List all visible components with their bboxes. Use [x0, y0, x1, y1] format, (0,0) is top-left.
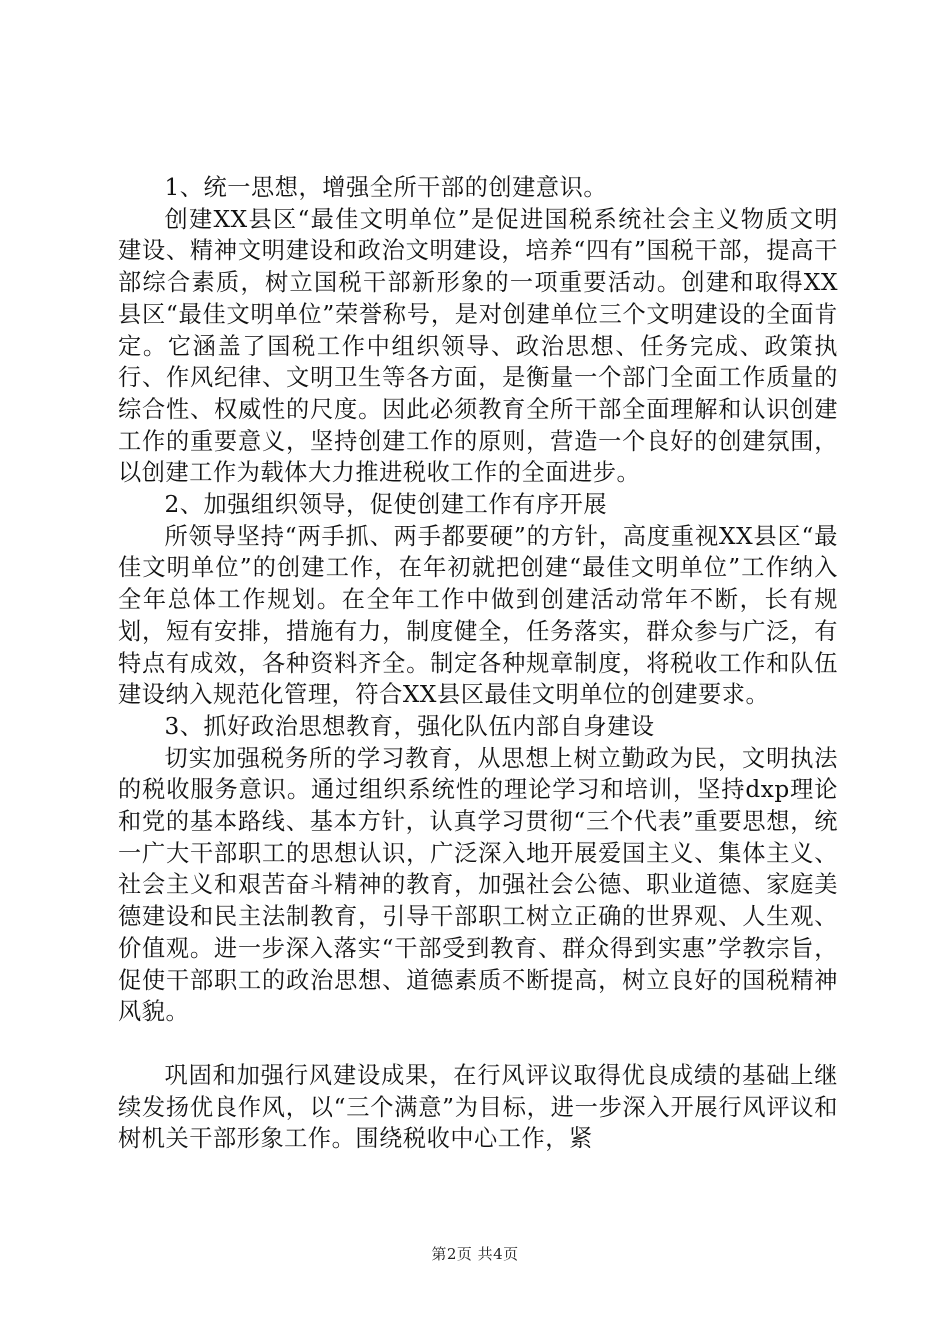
body-paragraph-3: 切实加强税务所的学习教育，从思想上树立勤政为民，文明执法的税收服务意识。通过组织系统性的理论学习和培训，坚持dxp理论和党的基本路线、基本方针，认真学习贯彻“三个代表”重要思想，统一广大干部职工的思想认识，广泛深入地开展爱国主义、集体主义、社会主义和艰苦奋斗精神的教育，加强社会公德、职业道德、家庭美德建设和民主法制教育，引导干部职工树立正确的世界观、人生观、价值观。进一步深入落实“干部受到教育、群众得到实惠”学教宗旨，促使干部职工的政治思想、道德素质不断提高，树立良好的国税精神风貌。 [118, 744, 838, 1026]
section-heading-2: 2、加强组织领导，促使创建工作有序开展 [164, 491, 608, 519]
body-paragraph-2: 所领导坚持“两手抓、两手都要硬”的方针，高度重视XX县区“最佳文明单位”的创建工作，在年初就把创建“最佳文明单位”工作纳入全年总体工作规划。在全年工作中做到创建活动常年不断，长有规划，短有安排，措施有力，制度健全，任务落实，群众参与广泛，有特点有成效，各种资料齐全。制定各种规章制度，将税收工作和队伍建设纳入规范化管理，符合XX县区最佳文明单位的创建要求。 [118, 522, 838, 709]
section-heading-1: 1、统一思想，增强全所干部的创建意识。 [164, 174, 608, 201]
body-paragraph-1: 创建XX县区“最佳文明单位”是促进国税系统社会主义物质文明建设、精神文明建设和政治文明建设，培养“四有”国税干部，提高干部综合素质，树立国税干部新形象的一项重要活动。创建和取得XX县区“最佳文明单位”荣誉称号，是对创建单位三个文明建设的全面肯定。它涵盖了国税工作中组织领导、政治思想、任务完成、政策执行、作风纪律、文明卫生等各方面，是衡量一个部门全面工作质量的综合性、权威性的尺度。因此必须教育全所干部全面理解和认识创建工作的重要意义，坚持创建工作的原则，营造一个良好的创建氛围，以创建工作为载体大力推进税收工作的全面进步。 [118, 205, 838, 487]
body-paragraph-4: 巩固和加强行风建设成果，在行风评议取得优良成绩的基础上继续发扬优良作风，以“三个满意”为目标，进一步深入开展行风评议和树机关干部形象工作。围绕税收中心工作，紧 [118, 1061, 838, 1153]
section-heading-3: 3、抓好政治思想教育，强化队伍内部自身建设 [164, 712, 655, 740]
page-number-footer: 第2页 共4页 [431, 1245, 519, 1263]
document-body [118, 172, 838, 1155]
